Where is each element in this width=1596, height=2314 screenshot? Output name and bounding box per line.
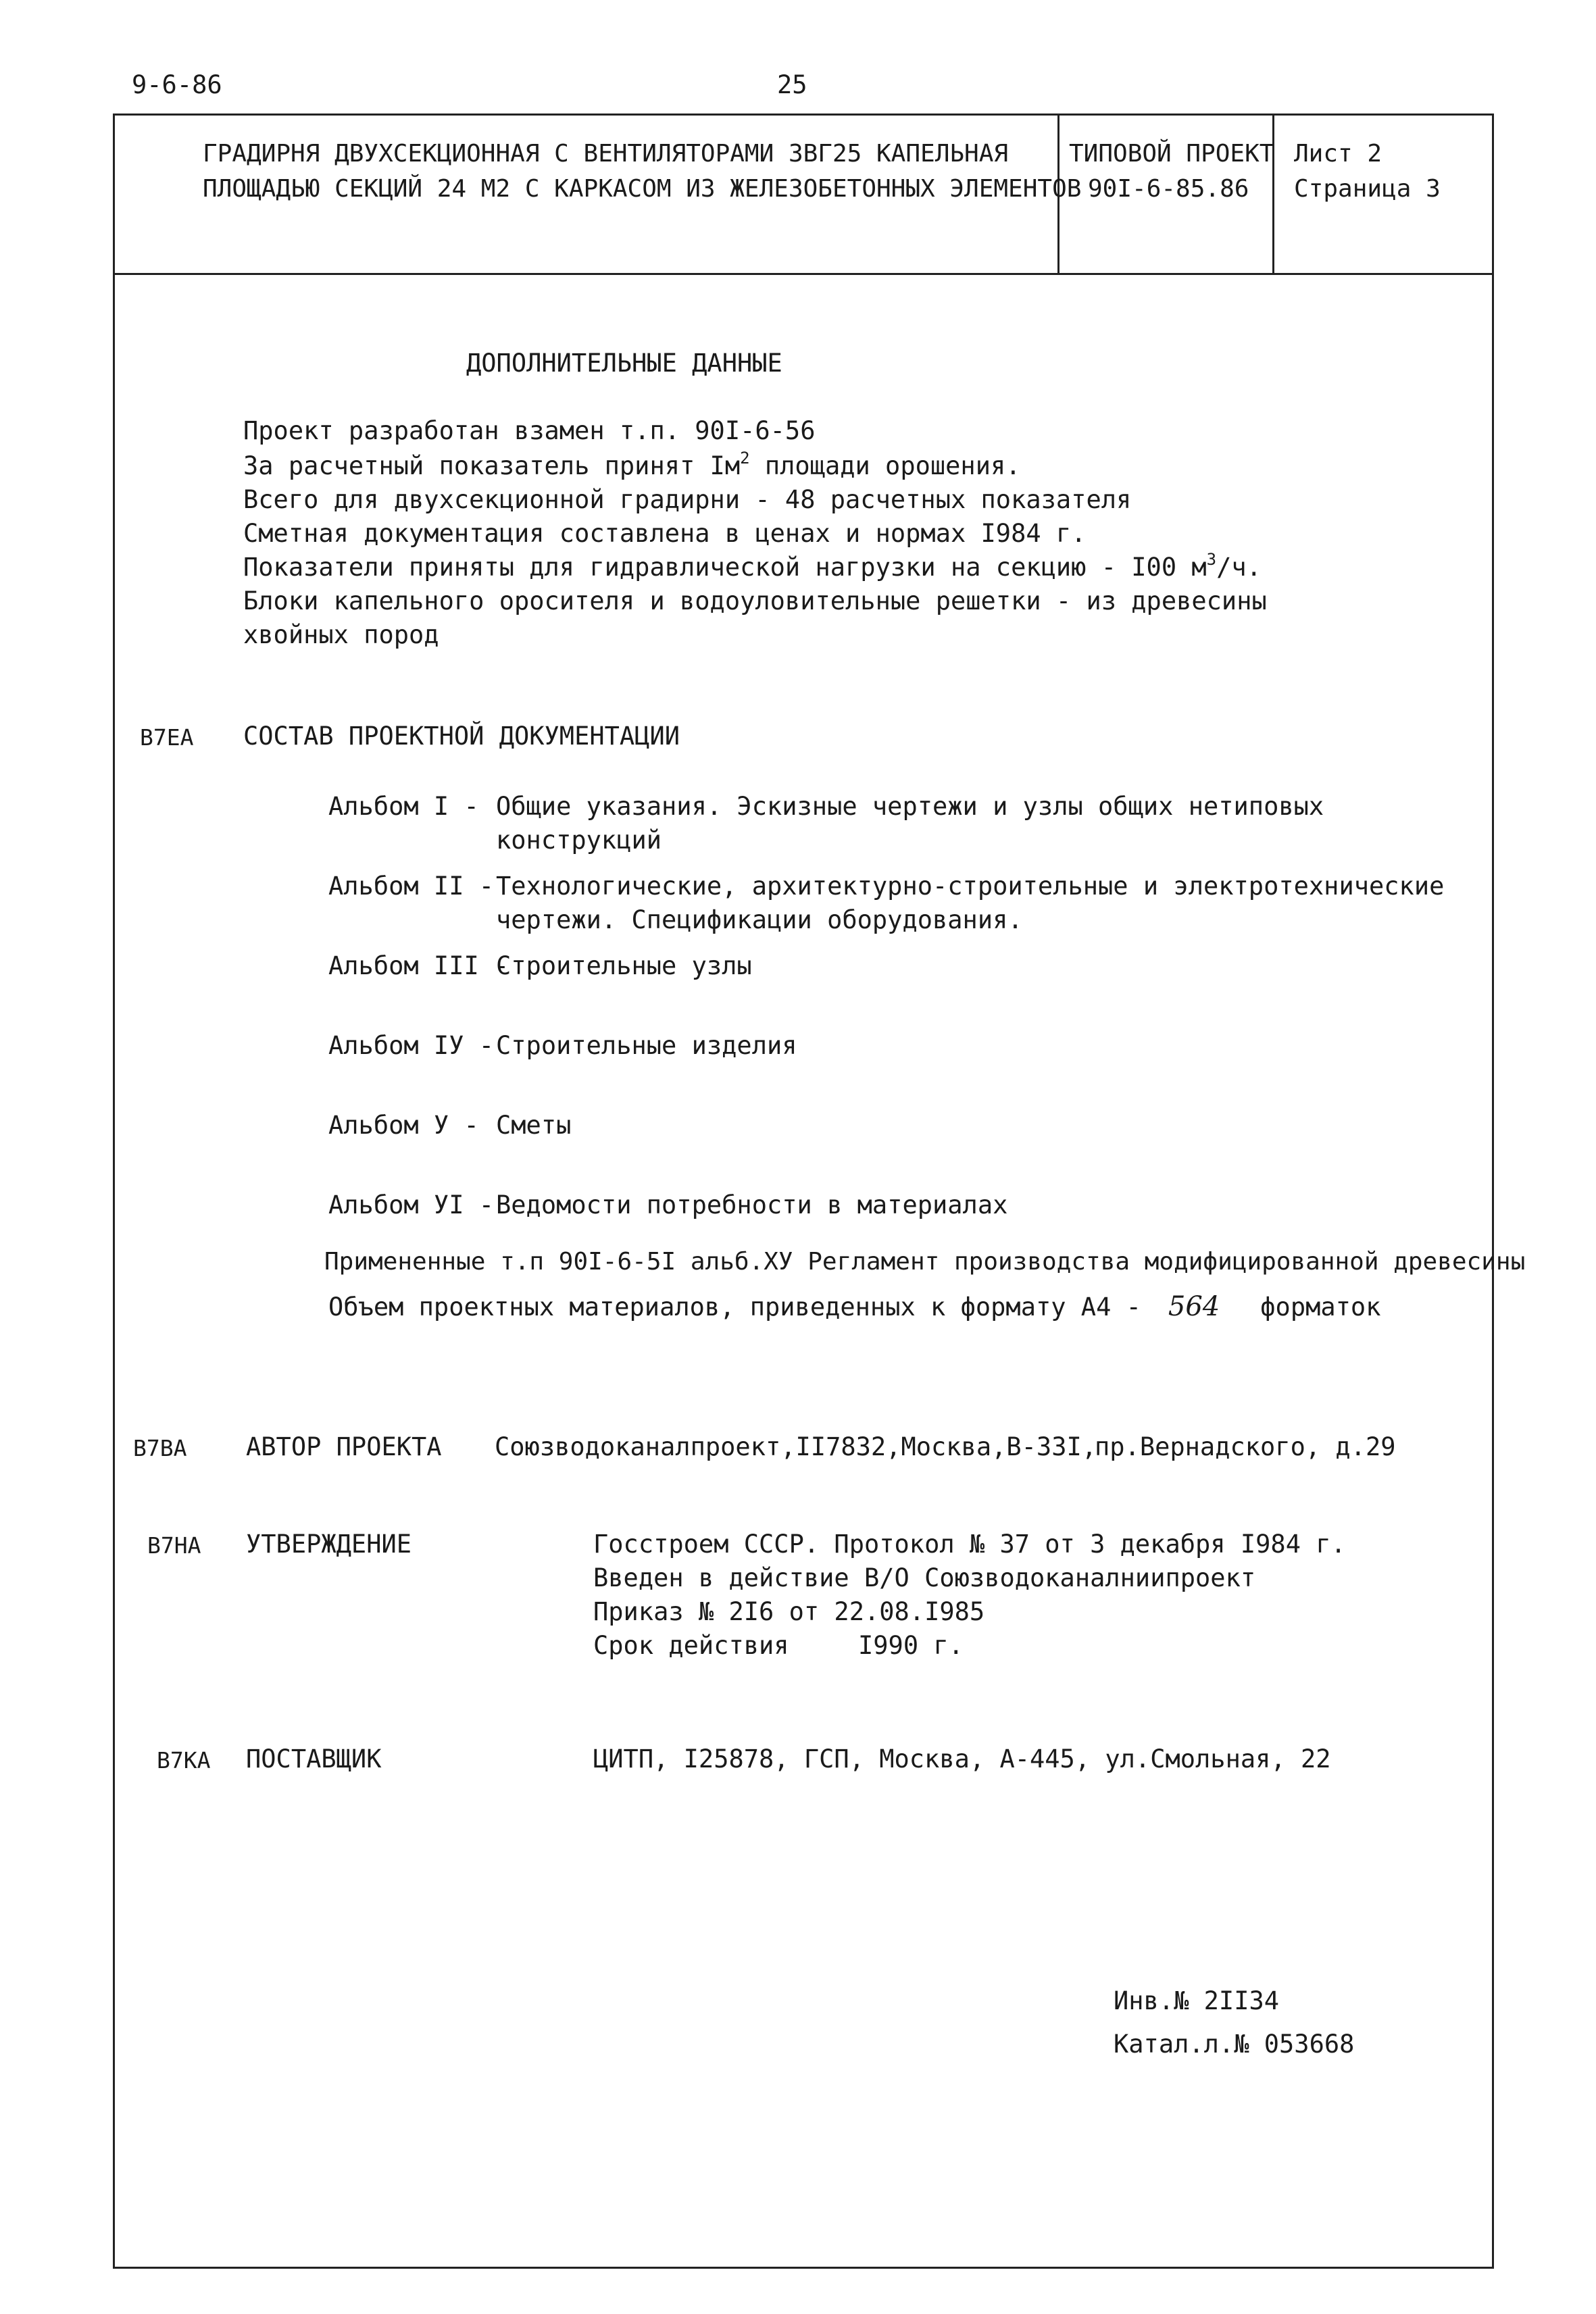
album-4-label: Альбом IУ - <box>328 1031 495 1060</box>
project-code: 90I-6-85.86 <box>1088 175 1249 203</box>
approval-line-2: Введен в действие В/О Союзводоканалниипроект <box>593 1563 1256 1592</box>
album-2-text-cont: чертежи. Спецификации оборудования. <box>496 905 1023 934</box>
title-line-2: ПЛОЩАДЬЮ СЕКЦИЙ 24 М2 С КАРКАСОМ ИЗ ЖЕЛЕЗОБЕТОННЫХ ЭЛЕМЕНТОВ <box>203 175 1082 203</box>
album-3-text: Строительные узлы <box>496 951 752 980</box>
volume-handwritten: 564 <box>1168 1291 1220 1322</box>
approval-line-1: Госстроем СССР. Протокол № 37 от 3 декабря I984 г. <box>593 1530 1346 1559</box>
composition-code: В7ЕА <box>140 724 194 751</box>
author-code: В7ВА <box>133 1435 187 1461</box>
additional-line-1: Проект разработан взамен т.п. 90I-6-56 <box>243 416 816 445</box>
title-block-divider-2 <box>1272 114 1274 274</box>
approval-code: В7НА <box>147 1532 201 1559</box>
page-code: 9-6-86 <box>132 70 222 99</box>
album-6-text: Ведомости потребности в материалах <box>496 1190 1008 1219</box>
album-4-text: Строительные изделия <box>496 1031 797 1060</box>
album-5-label: Альбом У - <box>328 1111 479 1140</box>
additional-line-4: Сметная документация составлена в ценах и нормах I984 г. <box>243 519 1087 548</box>
frame-top <box>113 114 1494 116</box>
supplier-code: В7КА <box>157 1747 211 1774</box>
additional-line-2: За расчетный показатель принят $Iм^2$ площади орошения. <box>243 449 1021 480</box>
album-3-label: Альбом III - <box>328 951 509 980</box>
supplier-text: ЦИТП, I25878, ГСП, Москва, А-445, ул.Смольная, 22 <box>593 1744 1331 1774</box>
additional-line-3: Всего для двухсекционной градирни - 48 расчетных показателя <box>243 485 1132 514</box>
album-2-label: Альбом II - <box>328 872 495 901</box>
approval-validity-value: I990 г. <box>858 1631 964 1660</box>
album-1-text: Общие указания. Эскизные чертежи и узлы общих нетиповых <box>496 792 1324 821</box>
author-address: пр.Вернадского, д.29 <box>1095 1432 1396 1461</box>
approval-validity-label: Срок действия <box>593 1631 789 1660</box>
inventory-number: Инв.№ 2II34 <box>1114 1986 1280 2015</box>
approval-label: УТВЕРЖДЕНИЕ <box>246 1530 412 1559</box>
sheet-label: Лист 2 <box>1294 140 1382 168</box>
author-label: АВТОР ПРОЕКТА <box>246 1432 442 1461</box>
applied-projects: Примененные т.п 90I-6-5I альб.ХУ Регламент производства модифицированной древесины <box>324 1248 1526 1276</box>
album-2-text: Технологические, архитектурно-строительные и электротехнические <box>496 872 1445 901</box>
album-1-text-cont: конструкций <box>496 826 662 855</box>
supplier-label: ПОСТАВЩИК <box>246 1744 382 1774</box>
frame-left <box>113 114 115 2269</box>
title-line-1: ГРАДИРНЯ ДВУХСЕКЦИОННАЯ С ВЕНТИЛЯТОРАМИ ЗВГ25 КАПЕЛЬНАЯ <box>203 140 1009 168</box>
additional-line-5: Показатели приняты для гидравлической нагрузки на секцию - I00 $м^3/ч$. <box>243 550 1262 582</box>
title-block-bottom <box>113 273 1494 275</box>
frame-bottom <box>113 2267 1494 2269</box>
additional-line-7: хвойных пород <box>243 620 439 649</box>
album-1-label: Альбом I - <box>328 792 479 821</box>
additional-line-6: Блоки капельного оросителя и водоуловительные решетки - из древесины <box>243 586 1267 615</box>
volume-line: Объем проектных материалов, приведенных к формату А4 - 564 форматок <box>328 1291 1381 1322</box>
page-number: 25 <box>777 70 807 99</box>
page-label: Страница 3 <box>1294 175 1441 203</box>
catalog-number: Катал.л.№ 053668 <box>1114 2030 1355 2059</box>
frame-right <box>1492 114 1494 2269</box>
approval-line-3: Приказ № 2I6 от 22.08.I985 <box>593 1597 985 1626</box>
album-6-label: Альбом УI - <box>328 1190 495 1219</box>
album-5-text: Сметы <box>496 1111 572 1140</box>
composition-heading: СОСТАВ ПРОЕКТНОЙ ДОКУМЕНТАЦИИ <box>243 722 680 751</box>
author-org: Союзводоканалпроект,II7832,Москва,В-33I, <box>495 1432 1097 1461</box>
additional-heading: ДОПОЛНИТЕЛЬНЫЕ ДАННЫЕ <box>466 349 782 378</box>
project-label: ТИПОВОЙ ПРОЕКТ <box>1069 140 1274 168</box>
